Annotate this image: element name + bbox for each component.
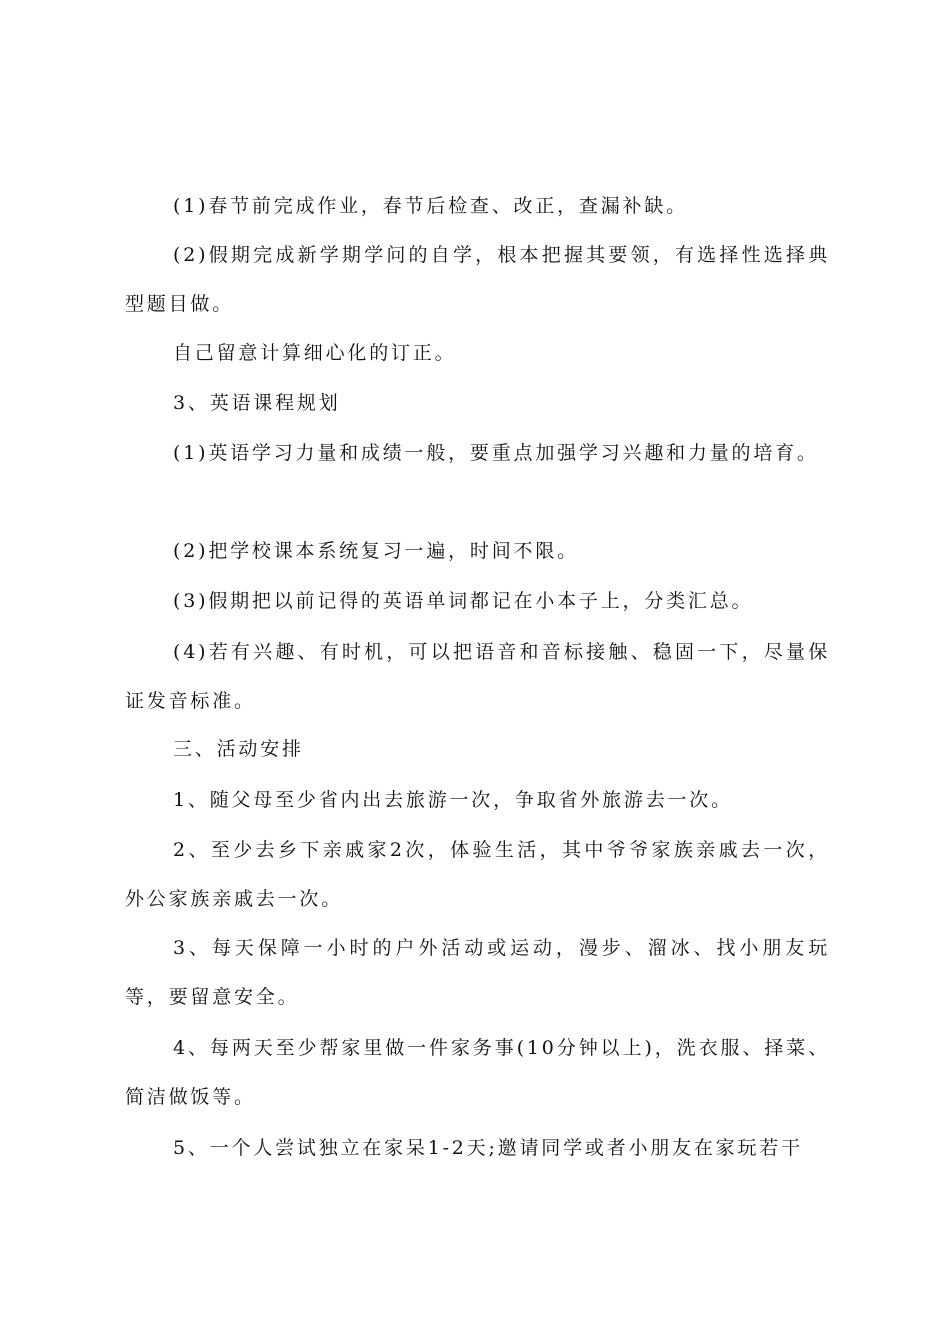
paragraph-activity-2: 2、至少去乡下亲戚家2次，体验生活，其中爷爷家族亲戚去一次，外公家族亲戚去一次。: [125, 839, 830, 910]
paragraph-math-note: 自己留意计算细心化的订正。: [173, 342, 457, 364]
heading-english-plan: 3、英语课程规划: [173, 392, 341, 414]
paragraph-activity-3: 3、每天保障一小时的户外活动或运动，漫步、溜冰、找小朋友玩等，要留意安全。: [125, 937, 830, 1008]
paragraph-math-1: (1)春节前完成作业，春节后检查、改正，查漏补缺。: [173, 195, 688, 217]
paragraph-activity-5: 5、一个人尝试独立在家呆1-2天;邀请同学或者小朋友在家玩若干: [173, 1137, 803, 1159]
paragraph-activity-4: 4、每两天至少帮家里做一件家务事(10分钟以上)，洗衣服、择菜、简洁做饭等。: [125, 1037, 830, 1108]
paragraph-english-3: (3)假期把以前记得的英语单词都记在小本子上，分类汇总。: [173, 590, 754, 612]
paragraph-math-2: (2)假期完成新学期学问的自学，根本把握其要领，有选择性选择典型题目做。: [125, 244, 830, 315]
heading-activities: 三、活动安排: [173, 738, 304, 760]
paragraph-english-4: (4)若有兴趣、有时机，可以把语音和音标接触、稳固一下，尽量保证发音标准。: [125, 641, 830, 712]
paragraph-activity-1: 1、随父母至少省内出去旅游一次，争取省外旅游去一次。: [173, 789, 733, 811]
paragraph-english-1: (1)英语学习力量和成绩一般，要重点加强学习兴趣和力量的培育。: [173, 442, 819, 464]
paragraph-english-2: (2)把学校课本系统复习一遍，时间不限。: [173, 540, 579, 562]
